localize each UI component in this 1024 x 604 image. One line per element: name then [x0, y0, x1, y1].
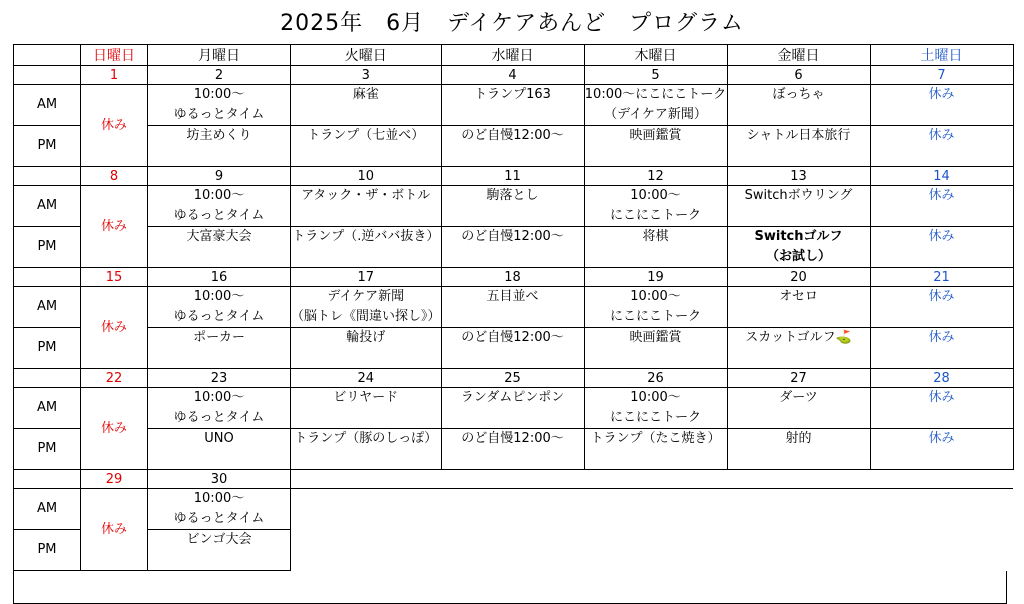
date-number: 12	[584, 167, 727, 186]
activity-line: （お試し）	[766, 249, 832, 264]
activity-line: Switchゴルフ	[754, 229, 843, 244]
activity-line: 10:00～	[193, 87, 245, 102]
pm-activity	[441, 227, 584, 268]
pm-activity	[727, 429, 870, 470]
date-number: 14	[870, 167, 1013, 186]
am-activity	[148, 388, 291, 429]
am-activity	[291, 186, 442, 227]
activity-line: 将棋	[642, 229, 669, 244]
am-row	[14, 489, 1014, 530]
activity-line: 駒落とし	[486, 188, 539, 203]
am-activity	[584, 186, 727, 227]
activity-line: ランダムピンポン	[460, 390, 565, 405]
activity-line: のど自慢12:00～	[461, 229, 564, 244]
activity-line: ゆるっとタイム	[173, 309, 265, 324]
activity-line: 大富豪大会	[186, 229, 252, 244]
date-number: 24	[291, 369, 442, 388]
am-activity	[727, 85, 870, 126]
date-row-label	[14, 167, 81, 186]
date-number: 28	[870, 369, 1013, 388]
activity-line: にこにこトーク	[610, 309, 702, 324]
pm-label: PM	[14, 227, 81, 268]
pm-activity	[148, 328, 291, 369]
am-activity	[870, 85, 1013, 126]
sunday-closed: 休み	[81, 186, 148, 268]
date-number: 15	[81, 268, 148, 287]
date-row	[14, 369, 1014, 388]
pm-activity	[584, 328, 727, 369]
pm-row	[14, 328, 1014, 369]
activity-line: スカットゴルフ⛳	[745, 330, 852, 345]
am-activity	[441, 186, 584, 227]
activity-line: 休み	[928, 188, 955, 203]
pm-label: PM	[14, 328, 81, 369]
am-label: AM	[14, 186, 81, 227]
activity-line: 休み	[928, 229, 955, 244]
am-activity	[291, 287, 442, 328]
am-activity	[584, 388, 727, 429]
activity-line: Switchボウリング	[744, 188, 853, 203]
date-number: 3	[291, 66, 442, 85]
date-number: 9	[148, 167, 291, 186]
activity-line: トランプ（豚のしっぽ）	[294, 431, 438, 446]
pm-activity	[584, 126, 727, 167]
empty-cell	[291, 489, 1014, 571]
activity-line: 休み	[928, 390, 955, 405]
am-activity	[727, 287, 870, 328]
activity-line: 10:00～	[193, 289, 245, 304]
activity-line: トランプ（.逆ババ抜き）	[292, 229, 440, 244]
pm-row	[14, 126, 1014, 167]
date-number: 7	[870, 66, 1013, 85]
date-number: 2	[148, 66, 291, 85]
am-activity	[291, 85, 442, 126]
weekday-header-row	[14, 45, 1014, 66]
pm-activity	[148, 126, 291, 167]
activity-line: 映画鑑賞	[629, 330, 682, 345]
activity-line: UNO	[204, 431, 234, 446]
activity-line: ビリヤード	[333, 390, 399, 405]
activity-line: 休み	[928, 431, 955, 446]
activity-line: デイケア新聞	[327, 289, 405, 304]
activity-line: トランプ163	[474, 87, 551, 102]
date-row	[14, 167, 1014, 186]
date-number: 18	[441, 268, 584, 287]
am-row	[14, 85, 1014, 126]
program-calendar	[13, 44, 1014, 571]
activity-line: 休み	[928, 289, 955, 304]
am-activity	[148, 186, 291, 227]
date-number: 1	[81, 66, 148, 85]
date-number: 16	[148, 268, 291, 287]
pm-activity	[148, 227, 291, 268]
activity-line: トランプ（たこ焼き）	[590, 431, 721, 446]
activity-line: 10:00～	[193, 491, 245, 506]
activity-line: 休み	[928, 330, 955, 345]
am-activity	[727, 388, 870, 429]
weekday-header: 火曜日	[291, 45, 442, 66]
sunday-closed: 休み	[81, 388, 148, 470]
weekday-header: 水曜日	[441, 45, 584, 66]
activity-line: ダーツ	[779, 390, 818, 405]
activity-line: のど自慢12:00～	[461, 431, 564, 446]
date-number: 22	[81, 369, 148, 388]
activity-line: ポーカー	[193, 330, 245, 345]
weekday-header: 金曜日	[727, 45, 870, 66]
date-number: 6	[727, 66, 870, 85]
activity-line: ゆるっとタイム	[173, 208, 265, 223]
date-row	[14, 268, 1014, 287]
empty-cell	[291, 470, 1014, 489]
am-activity	[870, 388, 1013, 429]
am-row	[14, 287, 1014, 328]
am-activity	[148, 85, 291, 126]
sunday-closed: 休み	[81, 287, 148, 369]
activity-line: トランプ（七並べ）	[307, 128, 425, 143]
date-number: 8	[81, 167, 148, 186]
pm-label: PM	[14, 126, 81, 167]
pm-row	[14, 227, 1014, 268]
weekday-header: 木曜日	[584, 45, 727, 66]
pm-activity	[441, 126, 584, 167]
am-activity	[441, 85, 584, 126]
am-label: AM	[14, 287, 81, 328]
pm-activity	[870, 429, 1013, 470]
activity-line: 10:00～	[193, 188, 245, 203]
sunday-closed: 休み	[81, 489, 148, 571]
pm-activity	[584, 429, 727, 470]
activity-line: 10:00～	[630, 390, 681, 405]
activity-line: のど自慢12:00～	[461, 128, 564, 143]
date-row-label	[14, 470, 81, 489]
activity-line: ビンゴ大会	[186, 532, 252, 547]
date-number: 26	[584, 369, 727, 388]
activity-line: にこにこトーク	[610, 208, 702, 223]
activity-line: 射的	[785, 431, 812, 446]
activity-line: ゆるっとタイム	[173, 410, 265, 425]
am-activity	[148, 287, 291, 328]
activity-line: ゆるっとタイム	[173, 107, 265, 122]
pm-activity	[441, 328, 584, 369]
pm-activity	[727, 328, 870, 369]
date-number: 4	[441, 66, 584, 85]
date-row	[14, 66, 1014, 85]
am-activity	[441, 287, 584, 328]
activity-line: アタック・ザ・ボトル	[301, 188, 431, 203]
activity-line: 10:00～	[630, 289, 681, 304]
date-number: 29	[81, 470, 148, 489]
activity-line: 休み	[928, 87, 955, 102]
date-row	[14, 470, 1014, 489]
am-activity	[870, 287, 1013, 328]
pm-activity	[870, 328, 1013, 369]
pm-activity	[148, 530, 291, 571]
date-number: 10	[291, 167, 442, 186]
activity-line: 映画鑑賞	[629, 128, 682, 143]
activity-line: にこにこトーク	[610, 410, 702, 425]
activity-line: ぼっちゃ	[772, 87, 825, 102]
date-number: 25	[441, 369, 584, 388]
sunday-closed: 休み	[81, 85, 148, 167]
pm-activity	[727, 227, 870, 268]
activity-line: のど自慢12:00～	[461, 330, 564, 345]
date-number: 5	[584, 66, 727, 85]
weekday-header: 土曜日	[870, 45, 1013, 66]
am-activity	[584, 85, 727, 126]
am-label: AM	[14, 388, 81, 429]
am-activity	[870, 186, 1013, 227]
activity-line: 10:00～	[193, 390, 245, 405]
activity-line: 五目並べ	[486, 289, 539, 304]
date-number: 27	[727, 369, 870, 388]
am-label: AM	[14, 85, 81, 126]
am-activity	[148, 489, 291, 530]
pm-row	[14, 429, 1014, 470]
pm-activity	[870, 227, 1013, 268]
page-title: 2025年 6月 デイケアあんど プログラム	[280, 11, 744, 36]
date-number: 19	[584, 268, 727, 287]
pm-activity	[584, 227, 727, 268]
date-number: 20	[727, 268, 870, 287]
date-row-label	[14, 66, 81, 85]
header-corner	[14, 45, 81, 66]
activity-line: シャトル日本旅行	[746, 128, 851, 143]
activity-line: 休み	[928, 128, 955, 143]
pm-label: PM	[14, 530, 81, 571]
activity-line: オセロ	[779, 289, 818, 304]
date-number: 13	[727, 167, 870, 186]
weekday-header: 月曜日	[148, 45, 291, 66]
am-activity	[584, 287, 727, 328]
activity-line: 麻雀	[352, 87, 379, 102]
date-number: 23	[148, 369, 291, 388]
activity-line: （脳トレ《間違い探し》）	[291, 309, 441, 324]
weekday-header: 日曜日	[81, 45, 148, 66]
activity-line: ゆるっとタイム	[173, 511, 265, 526]
activity-line: （デイケア新聞）	[604, 107, 707, 122]
am-activity	[291, 388, 442, 429]
pm-activity	[148, 429, 291, 470]
date-row-label	[14, 268, 81, 287]
am-row	[14, 388, 1014, 429]
pm-label: PM	[14, 429, 81, 470]
activity-line: 輪投げ	[346, 330, 386, 345]
am-row	[14, 186, 1014, 227]
date-number: 17	[291, 268, 442, 287]
pm-activity	[291, 429, 442, 470]
pm-activity	[291, 227, 442, 268]
pm-activity	[291, 126, 442, 167]
pm-activity	[727, 126, 870, 167]
activity-line: 10:00～にこにこトーク	[584, 87, 727, 102]
activity-line: 坊主めくり	[186, 128, 252, 143]
am-label: AM	[14, 489, 81, 530]
am-activity	[441, 388, 584, 429]
date-number: 30	[148, 470, 291, 489]
am-activity	[727, 186, 870, 227]
activity-line: 10:00～	[630, 188, 681, 203]
date-number: 11	[441, 167, 584, 186]
date-row-label	[14, 369, 81, 388]
pm-activity	[291, 328, 442, 369]
pm-activity	[870, 126, 1013, 167]
date-number: 21	[870, 268, 1013, 287]
pm-activity	[441, 429, 584, 470]
